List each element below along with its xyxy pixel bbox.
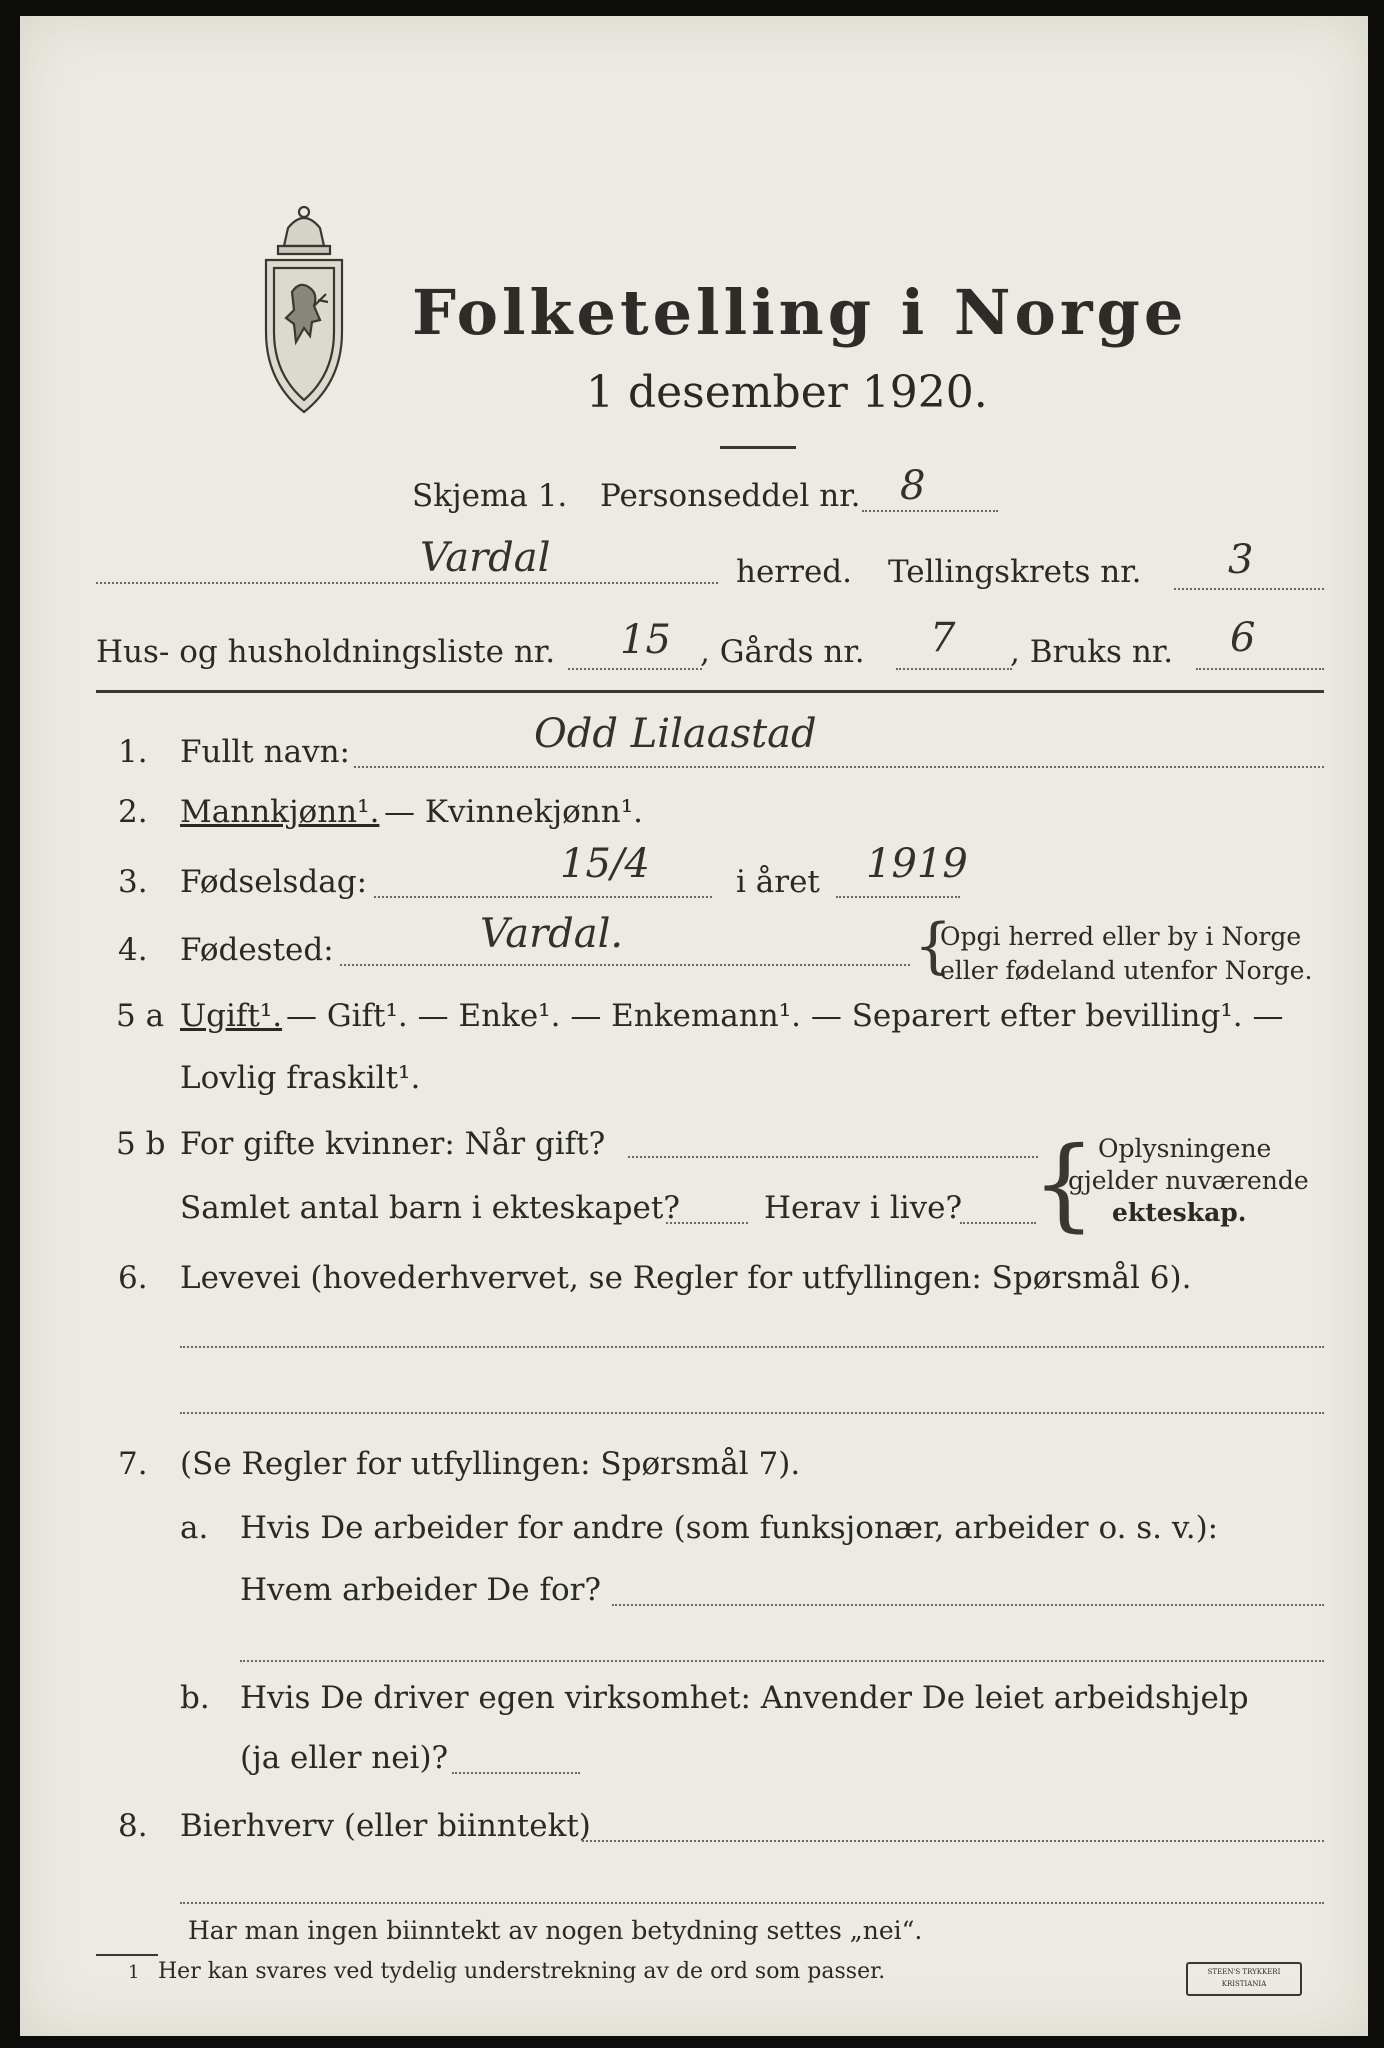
q5a-ugift-label[interactable]: Ugift¹. bbox=[180, 998, 283, 1034]
q7-label: (Se Regler for utfyllingen: Spørsmål 7). bbox=[180, 1446, 801, 1482]
q7a-answer-line-2 bbox=[240, 1660, 1324, 1662]
q5b-note-brace: { bbox=[1032, 1125, 1096, 1242]
footnote-text: Her kan svares ved tydelig understrekning av de ord som passer. bbox=[158, 1959, 886, 1984]
q4-number: 4. bbox=[118, 932, 148, 968]
q5b-alive-label: Herav i live? bbox=[764, 1190, 963, 1226]
q7a-line2: Hvem arbeider De for? bbox=[240, 1572, 602, 1608]
q5b-married-line bbox=[628, 1156, 1038, 1158]
q8-answer-line-1 bbox=[582, 1840, 1324, 1842]
q5b-children-label: Samlet antal barn i ekteskapet? bbox=[180, 1190, 680, 1226]
husliste-value[interactable]: 15 bbox=[620, 617, 671, 663]
footnote-number: 1 bbox=[128, 1962, 140, 1983]
q3-line bbox=[374, 896, 712, 898]
personseddel-value[interactable]: 8 bbox=[900, 463, 926, 509]
q5a-fraskilt-label[interactable]: Lovlig fraskilt¹. bbox=[180, 1060, 421, 1096]
q1-line bbox=[354, 766, 1324, 768]
norwegian-coat-of-arms-icon bbox=[248, 202, 360, 422]
census-date: 1 desember 1920. bbox=[586, 367, 988, 418]
q4-line bbox=[340, 964, 910, 966]
q6-number: 6. bbox=[118, 1260, 148, 1296]
q5b-alive-line bbox=[960, 1222, 1036, 1224]
footnote-divider bbox=[96, 1954, 158, 1956]
form-title: Folketelling i Norge bbox=[412, 276, 1188, 349]
q4-note-line1: Opgi herred eller by i Norge bbox=[940, 922, 1302, 951]
gards-line bbox=[896, 668, 1012, 670]
q1-label: Fullt navn: bbox=[180, 734, 350, 770]
q6-label: Levevei (hovederhvervet, se Regler for utfyllingen: Spørsmål 6). bbox=[180, 1260, 1192, 1296]
q7-number: 7. bbox=[118, 1446, 148, 1482]
q6-line-2 bbox=[180, 1412, 1324, 1414]
q5b-children-line bbox=[666, 1222, 748, 1224]
husliste-label: Hus- og husholdningsliste nr. bbox=[96, 634, 556, 670]
census-form-sheet bbox=[20, 16, 1368, 2036]
herred-value[interactable]: Vardal bbox=[420, 535, 551, 581]
gards-label: , Gårds nr. bbox=[700, 634, 865, 670]
q8-label: Bierhverv (eller biinntekt) bbox=[180, 1808, 591, 1844]
bruks-label: , Bruks nr. bbox=[1010, 634, 1174, 670]
q4-birthplace-value[interactable]: Vardal. bbox=[480, 911, 624, 957]
q4-note-line2: eller fødeland utenfor Norge. bbox=[940, 956, 1313, 985]
printer-stamp bbox=[1186, 1962, 1302, 1996]
q5b-married-label: For gifte kvinner: Når gift? bbox=[180, 1126, 606, 1162]
footer-note: Har man ingen biinntekt av nogen betydning settes „nei“. bbox=[188, 1916, 923, 1945]
q1-number: 1. bbox=[118, 734, 148, 770]
personseddel-line bbox=[862, 510, 998, 512]
q8-answer-line-2 bbox=[180, 1902, 1324, 1904]
q3-label: Fødselsdag: bbox=[180, 864, 368, 900]
q3-year-label: i året bbox=[736, 864, 820, 900]
printer-stamp-text: STEEN'S TRYKKERI KRISTIANIA bbox=[1207, 1968, 1281, 1988]
q3-year-value[interactable]: 1919 bbox=[866, 841, 968, 887]
q5b-note-line2: gjelder nuværende bbox=[1068, 1166, 1309, 1195]
q7a-line1: Hvis De arbeider for andre (som funksjonær, arbeider o. s. v.): bbox=[240, 1510, 1219, 1546]
skjema-label: Skjema 1. bbox=[412, 478, 568, 514]
herred-label: herred. bbox=[736, 554, 852, 590]
herred-line bbox=[96, 582, 718, 584]
q2-number: 2. bbox=[118, 794, 148, 830]
bruks-line bbox=[1196, 668, 1324, 670]
q8-number: 8. bbox=[118, 1808, 148, 1844]
q7b-line2: (ja eller nei)? bbox=[240, 1740, 449, 1776]
q5b-note-line3: ekteskap. bbox=[1112, 1198, 1247, 1227]
q7a-letter: a. bbox=[180, 1510, 209, 1546]
q4-label: Fødested: bbox=[180, 932, 334, 968]
tellingskrets-line bbox=[1174, 588, 1324, 590]
q3-year-line bbox=[836, 896, 960, 898]
personseddel-label: Personseddel nr. bbox=[600, 478, 861, 514]
q4-note-brace: { bbox=[914, 911, 953, 981]
q7b-answer-line bbox=[452, 1772, 580, 1774]
header-divider bbox=[96, 690, 1324, 693]
tellingskrets-value[interactable]: 3 bbox=[1228, 537, 1254, 583]
q3-birthday-value[interactable]: 15/4 bbox=[560, 841, 650, 887]
q2-female-label[interactable]: — Kvinnekjønn¹. bbox=[384, 794, 643, 830]
bruks-value[interactable]: 6 bbox=[1230, 615, 1256, 661]
q2-male-label[interactable]: Mannkjønn¹. bbox=[180, 794, 380, 830]
q5a-number: 5 a bbox=[116, 998, 165, 1034]
q3-number: 3. bbox=[118, 864, 148, 900]
title-divider bbox=[720, 446, 796, 449]
q5b-number: 5 b bbox=[116, 1126, 166, 1162]
q7b-letter: b. bbox=[180, 1680, 210, 1716]
q5b-note-line1: Oplysningene bbox=[1098, 1134, 1272, 1163]
tellingskrets-label: Tellingskrets nr. bbox=[888, 554, 1142, 590]
q5a-other-options[interactable]: — Gift¹. — Enke¹. — Enkemann¹. — Separert efter bevilling¹. — bbox=[286, 998, 1284, 1034]
q7a-answer-line-1 bbox=[612, 1604, 1324, 1606]
q1-full-name-value[interactable]: Odd Lilaastad bbox=[534, 711, 817, 757]
q7b-line1: Hvis De driver egen virksomhet: Anvender De leiet arbeidshjelp bbox=[240, 1680, 1249, 1716]
q6-line-1 bbox=[180, 1346, 1324, 1348]
husliste-line bbox=[568, 668, 702, 670]
gards-value[interactable]: 7 bbox=[930, 615, 956, 661]
